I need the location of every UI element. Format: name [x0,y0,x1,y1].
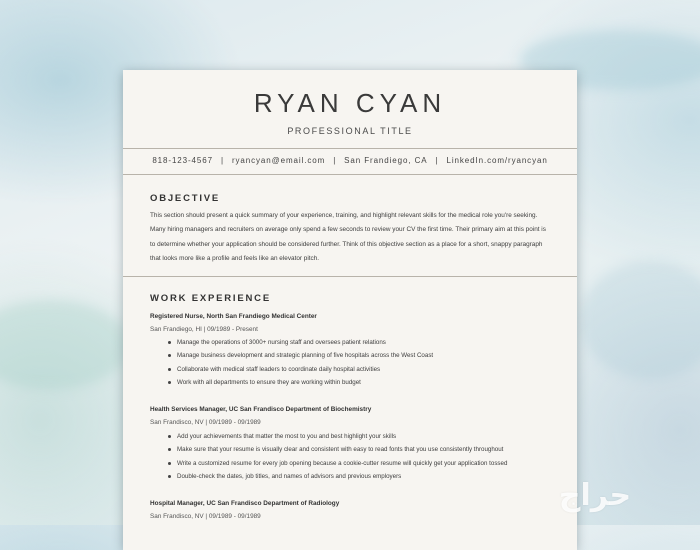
divider [123,148,577,149]
job-title: Health Services Manager, UC San Frandisco Department of Biochemistry [150,406,372,413]
job-bullet: Add your achievements that matter the most to you and best highlight your skills [168,430,507,443]
job-bullets [168,430,507,484]
work-experience-heading: WORK EXPERIENCE [150,293,271,304]
job-meta: San Frandisco, NV | 09/1989 - 09/1989 [150,513,261,520]
job-title: Hospital Manager, UC San Frandisco Department of Radiology [150,500,340,507]
job-title: Registered Nurse, North San Frandiego Medical Center [150,313,317,320]
contact-separator: | [435,156,439,165]
contact-separator: | [333,156,337,165]
contact-linkedin: LinkedIn.com/ryancyan [446,156,548,165]
watermark-logo: حراج [558,478,632,513]
job-bullets [168,336,433,390]
professional-title: PROFESSIONAL TITLE [287,126,413,136]
marble-texture [0,300,130,390]
objective-heading: OBJECTIVE [150,193,221,204]
job-bullet: Collaborate with medical staff leaders to coordinate daily hospital activities [168,363,433,376]
job-bullet: Double-check the dates, job titles, and names of advisors and previous employers [168,470,507,483]
marble-texture [580,260,700,380]
divider [123,174,577,175]
job-bullet: Manage business development and strategic planning of five hospitals across the West Coast [168,349,433,362]
contact-separator: | [220,156,224,165]
job-bullet: Manage the operations of 3000+ nursing staff and oversees patient relations [168,336,433,349]
contact-email: ryancyan@email.com [231,156,326,165]
contact-location: San Frandiego, CA [344,156,428,165]
job-meta: San Frandisco, NV | 09/1989 - 09/1989 [150,419,261,426]
contact-phone: 818-123-4567 [152,156,213,165]
resume-name: RYAN CYAN [253,88,447,118]
contact-line [123,156,577,165]
job-bullet: Make sure that your resume is visually clear and consistent with easy to read fonts that you use consistently throughout [168,443,507,456]
job-bullet: Write a customized resume for every job opening because a cookie-cutter resume will quickly get your application tossed [168,457,507,470]
divider [123,276,577,277]
objective-text: This section should present a quick summary of your experience, training, and highlight relevant skills for the medical role you're seeking. Many hiring managers and recruiters on average only spend a few seconds to review your CV the first time. Their primary aim at this point is to determine whether your application should be considered further. Think of this objective section as a place for a short, snappy paragraph that looks more like a profile and feels like an elevator pitch. [150,212,546,262]
job-meta: San Frandiego, HI | 09/1989 - Present [150,326,258,333]
job-bullet: Work with all departments to ensure they are working within budget [168,376,433,389]
